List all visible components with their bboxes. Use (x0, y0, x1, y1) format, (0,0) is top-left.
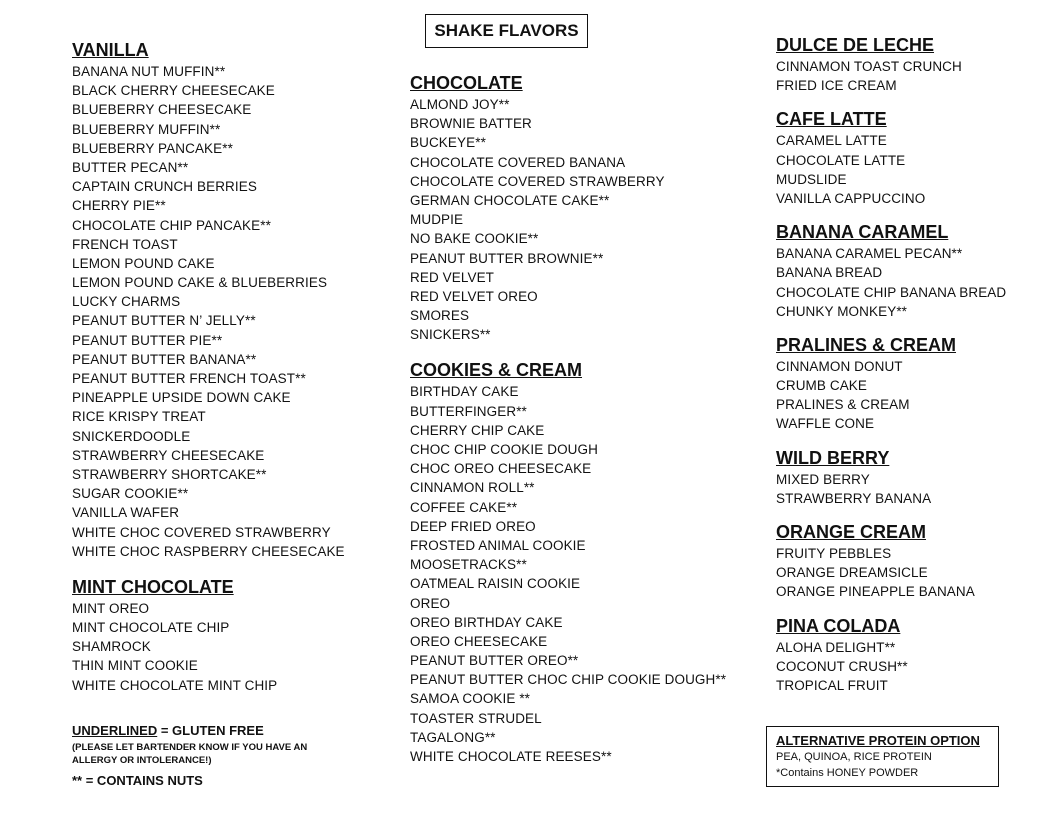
flavor-item: CHOCOLATE LATTE (776, 152, 906, 168)
flavor-item: CHOCOLATE COVERED STRAWBERRY (410, 173, 665, 189)
flavor-item: FRIED ICE CREAM (776, 78, 897, 94)
flavor-item: STRAWBERRY SHORTCAKE** (72, 466, 267, 482)
flavor-item: CHOCOLATE COVERED BANANA (410, 154, 626, 170)
flavor-item: BUTTER PECAN** (72, 159, 189, 175)
flavor-column-right (776, 33, 1006, 695)
flavor-item: PEANUT BUTTER PIE** (72, 332, 223, 348)
section-spacer (72, 561, 345, 575)
flavor-item: MINT CHOCOLATE CHIP (72, 620, 230, 636)
flavor-section-header: PINA COLADA (776, 615, 901, 636)
alternative-protein-box (766, 726, 999, 787)
flavor-item: PINEAPPLE UPSIDE DOWN CAKE (72, 390, 291, 406)
flavor-item: COCONUT CRUSH** (776, 658, 908, 674)
flavor-section (72, 38, 345, 561)
flavor-item: CINNAMON TOAST CRUNCH (776, 59, 962, 74)
flavor-item: BROWNIE BATTER (410, 116, 532, 132)
flavor-item: OATMEAL RAISIN COOKIE (410, 576, 581, 592)
flavor-item: BANANA CARAMEL PECAN** (776, 246, 963, 262)
flavor-item: BUTTERFINGER** (410, 403, 527, 419)
flavor-item: LEMON POUND CAKE & BLUEBERRIES (72, 275, 328, 291)
flavor-section (72, 575, 345, 695)
flavor-item: MINT OREO (72, 600, 150, 616)
flavor-item: TOASTER STRUDEL (410, 710, 542, 726)
flavor-item: CINNAMON ROLL** (410, 480, 535, 496)
flavor-item: PEANUT BUTTER N’ JELLY** (72, 313, 256, 329)
flavor-item: BANANA NUT MUFFIN** (72, 64, 226, 79)
flavor-list (776, 357, 1006, 434)
flavor-list (776, 544, 1006, 602)
flavor-item: MUDPIE (410, 212, 464, 228)
flavor-item: FRENCH TOAST (72, 236, 178, 252)
flavor-section (776, 520, 1006, 602)
flavor-section-header: COOKIES & CREAM (410, 360, 583, 381)
flavor-item: NO BAKE COOKIE** (410, 231, 539, 247)
flavor-section (776, 446, 1006, 508)
flavor-item: ORANGE PINEAPPLE BANANA (776, 584, 975, 600)
flavor-item: ALMOND JOY** (410, 97, 510, 112)
flavor-item: RICE KRISPY TREAT (72, 409, 206, 425)
flavor-list (410, 95, 726, 344)
flavor-item: BLACK CHERRY CHEESECAKE (72, 83, 275, 99)
flavor-item: CHOCOLATE CHIP PANCAKE** (72, 217, 271, 233)
section-spacer (776, 208, 1006, 220)
flavor-item: SNICKERS** (410, 327, 491, 343)
flavor-item: PEANUT BUTTER FRENCH TOAST** (72, 371, 306, 386)
flavor-item: BUCKEYE** (410, 135, 486, 151)
flavor-column-left (72, 38, 345, 695)
flavor-item: BLUEBERRY PANCAKE** (72, 140, 233, 156)
flavor-item: LEMON POUND CAKE (72, 255, 215, 271)
flavor-list (72, 62, 345, 561)
section-spacer (776, 95, 1006, 107)
flavor-column-middle (410, 71, 726, 766)
flavor-item: BANANA BREAD (776, 265, 883, 281)
gluten-free-legend-text: = GLUTEN FREE (157, 723, 264, 738)
flavor-item: FROSTED ANIMAL COOKIE (410, 537, 586, 553)
section-spacer (776, 602, 1006, 614)
flavor-section-header: VANILLA (72, 40, 149, 60)
flavor-item: WHITE CHOCOLATE REESES** (410, 749, 612, 764)
flavor-item: PEANUT BUTTER BROWNIE** (410, 250, 604, 266)
flavor-item: DEEP FRIED OREO (410, 518, 536, 534)
flavor-item: GERMAN CHOCOLATE CAKE** (410, 192, 610, 208)
flavor-item: BLUEBERRY MUFFIN** (72, 121, 221, 137)
flavor-item: OREO (410, 595, 451, 611)
flavor-list (776, 131, 1006, 208)
allergy-note: (PLEASE LET BARTENDER KNOW IF YOU HAVE AN ALLERGY OR INTOLERANCE!) (72, 742, 308, 766)
flavor-section (776, 614, 1006, 696)
flavor-item: CINNAMON DONUT (776, 358, 903, 374)
section-spacer (410, 344, 726, 358)
alternative-protein-note: *Contains HONEY POWDER (776, 767, 919, 779)
flavor-item: TROPICAL FRUIT (776, 677, 888, 693)
flavor-item: SHAMROCK (72, 639, 151, 655)
flavor-item: CRUMB CAKE (776, 378, 868, 394)
flavor-item: BIRTHDAY CAKE (410, 384, 519, 400)
flavor-section-header: PRALINES & CREAM (776, 334, 957, 355)
flavor-item: ALOHA DELIGHT** (776, 639, 896, 655)
flavor-section-header: WILD BERRY (776, 447, 890, 468)
flavor-item: WHITE CHOC RASPBERRY CHEESECAKE (72, 543, 345, 559)
flavor-item: CHOC OREO CHEESECAKE (410, 461, 592, 477)
flavor-list (410, 382, 726, 766)
flavor-item: PEANUT BUTTER OREO** (410, 653, 579, 669)
flavor-item: CAPTAIN CRUNCH BERRIES (72, 179, 257, 195)
page-title: SHAKE FLAVORS (425, 14, 588, 48)
gluten-free-legend (72, 723, 264, 738)
flavor-section-header: BANANA CARAMEL (776, 222, 949, 243)
flavor-item: SMORES (410, 308, 470, 324)
flavor-item: CHUNKY MONKEY** (776, 303, 908, 319)
flavor-item: CHERRY PIE** (72, 198, 166, 214)
flavor-item: CHERRY CHIP CAKE (410, 422, 545, 438)
flavor-item: STRAWBERRY CHEESECAKE (72, 447, 265, 463)
flavor-item: CARAMEL LATTE (776, 133, 887, 149)
flavor-item: OREO CHEESECAKE (410, 633, 548, 649)
flavor-item: ORANGE DREAMSICLE (776, 565, 928, 581)
flavor-item: FRUITY PEBBLES (776, 546, 892, 561)
flavor-list (776, 57, 1006, 95)
flavor-section (776, 33, 1006, 95)
flavor-item: PEANUT BUTTER CHOC CHIP COOKIE DOUGH** (410, 672, 727, 688)
flavor-item: VANILLA WAFER (72, 505, 180, 521)
flavor-item: COFFEE CAKE** (410, 499, 518, 515)
flavor-item: THIN MINT COOKIE (72, 658, 198, 674)
flavor-section (776, 220, 1006, 321)
flavor-section (410, 71, 726, 344)
flavor-item: LUCKY CHARMS (72, 294, 181, 310)
flavor-section-header: DULCE DE LECHE (776, 35, 935, 55)
flavor-item: PEANUT BUTTER BANANA** (72, 351, 257, 367)
flavor-item: SAMOA COOKIE ** (410, 691, 531, 707)
flavor-item: TAGALONG** (410, 729, 496, 745)
flavor-item: BLUEBERRY CHEESECAKE (72, 102, 252, 118)
flavor-item: RED VELVET (410, 269, 495, 285)
flavor-section-header: ORANGE CREAM (776, 522, 927, 542)
contains-nuts-legend: ** = CONTAINS NUTS (72, 773, 203, 788)
flavor-item: WAFFLE CONE (776, 416, 875, 432)
flavor-item: MUDSLIDE (776, 171, 847, 187)
flavor-list (72, 599, 345, 695)
flavor-item: STRAWBERRY BANANA (776, 490, 932, 506)
flavor-item: OREO BIRTHDAY CAKE (410, 614, 563, 630)
flavor-section (410, 358, 726, 766)
flavor-item: MIXED BERRY (776, 471, 870, 487)
section-spacer (776, 508, 1006, 520)
flavor-item: WHITE CHOCOLATE MINT CHIP (72, 677, 278, 693)
flavor-item: SNICKERDOODLE (72, 428, 191, 444)
flavor-list (776, 470, 1006, 508)
flavor-section-header: CAFE LATTE (776, 109, 887, 130)
flavor-list (776, 244, 1006, 321)
flavor-list (776, 638, 1006, 696)
flavor-section (776, 333, 1006, 434)
flavor-item: PRALINES & CREAM (776, 397, 910, 413)
flavor-section (776, 107, 1006, 208)
alternative-protein-options: PEA, QUINOA, RICE PROTEIN (776, 751, 932, 763)
flavor-section-header: MINT CHOCOLATE (72, 576, 234, 597)
flavor-item: CHOCOLATE CHIP BANANA BREAD (776, 284, 1007, 300)
flavor-item: SUGAR COOKIE** (72, 486, 189, 502)
flavor-section-header: CHOCOLATE (410, 73, 523, 93)
gluten-free-legend-underlined: UNDERLINED (72, 723, 158, 738)
section-spacer (776, 321, 1006, 333)
section-spacer (776, 434, 1006, 446)
flavor-item: RED VELVET OREO (410, 288, 538, 304)
flavor-item: CHOC CHIP COOKIE DOUGH (410, 442, 598, 457)
flavor-item: WHITE CHOC COVERED STRAWBERRY (72, 524, 331, 540)
flavor-item: VANILLA CAPPUCCINO (776, 190, 926, 206)
alternative-protein-title: ALTERNATIVE PROTEIN OPTION (776, 733, 980, 748)
flavor-item: MOOSETRACKS** (410, 557, 527, 573)
